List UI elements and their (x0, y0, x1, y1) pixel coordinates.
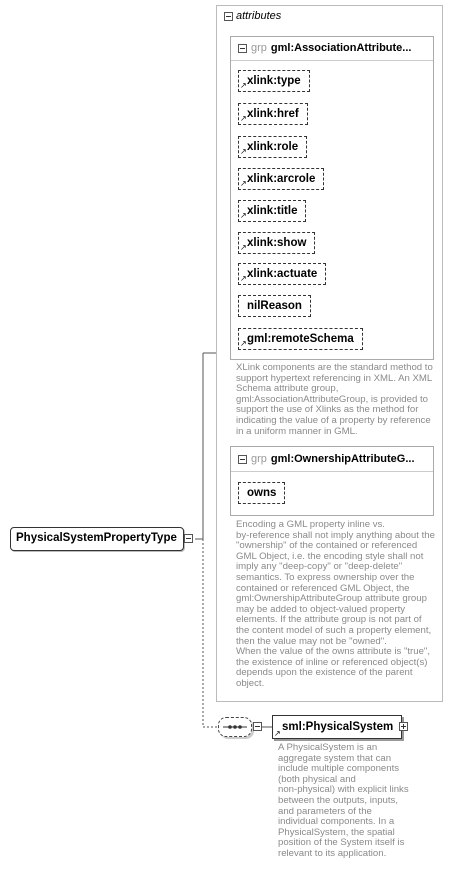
attribute-label: xlink:show (247, 237, 307, 249)
group-name: gml:OwnershipAttributeG... (270, 453, 415, 465)
attribute-label: xlink:arcrole (247, 173, 316, 185)
link-arrow-icon: ↗ (240, 114, 247, 123)
link-arrow-icon: ↗ (274, 729, 281, 738)
attribute-xlink-title[interactable] (238, 200, 306, 222)
sequence-icon (219, 718, 251, 736)
ownership-group-divider (231, 471, 433, 472)
link-arrow-icon: ↗ (240, 339, 247, 348)
association-group-doc: XLink components are the standard method to support hypertext referencing in XML. An XML Schema attribute group, gml:AssociationAttributeGroup, is provided to support the use of Xlinks as the method for indicating the value of a property by reference in a uniform manner in GML. (236, 362, 433, 437)
attribute-owns[interactable] (238, 482, 285, 504)
child-element-box[interactable] (272, 715, 402, 739)
collapse-ownership-group-icon[interactable] (238, 455, 247, 464)
group-prefix: grp (251, 42, 267, 54)
attribute-xlink-arcrole[interactable] (238, 168, 324, 190)
link-arrow-icon: ↗ (240, 211, 247, 220)
attribute-xlink-actuate[interactable] (238, 263, 326, 285)
group-prefix: grp (251, 453, 267, 465)
attribute-label: xlink:actuate (247, 268, 318, 280)
attribute-label: xlink:type (247, 75, 301, 87)
attribute-xlink-href[interactable] (238, 103, 308, 125)
collapse-attributes-icon[interactable] (224, 12, 233, 21)
link-arrow-icon: ↗ (240, 147, 247, 156)
association-group-title[interactable] (251, 42, 411, 54)
attributes-title: attributes (236, 10, 282, 22)
link-arrow-icon: ↗ (240, 179, 247, 188)
attribute-label: owns (247, 487, 277, 499)
collapse-root-icon[interactable] (184, 534, 193, 543)
attribute-label: nilReason (247, 300, 302, 312)
attribute-xlink-type[interactable] (238, 70, 310, 92)
child-element-label: sml:PhysicalSystem (282, 721, 394, 733)
collapse-sequence-icon[interactable] (253, 722, 262, 731)
attribute-gml-remoteschema[interactable] (238, 328, 363, 350)
attribute-label: xlink:href (247, 108, 299, 120)
attribute-xlink-show[interactable] (238, 232, 315, 254)
link-arrow-icon: ↗ (240, 243, 247, 252)
expand-child-icon[interactable] (399, 722, 408, 731)
link-arrow-icon: ↗ (240, 81, 247, 90)
attribute-label: gml:remoteSchema (247, 333, 354, 345)
ownership-group-doc: Encoding a GML property inline vs. by-reference shall not imply anything about the "ownership" of the contained or referenced GML Object, i.e. the encoding style shall not imply any "deep-copy" or "deep-delete" semantics. To express ownership over the contained or referenced GML Object, the gml:OwnershipAttributeGroup attribute group may be added to object-valued property elements. If the attribute group is not part of the content model of such a property element, then the value may not be "owned". When the value of the owns attribute is "true", the existence of inline or referenced object(s) depends upon the existence of the parent object. (236, 519, 435, 689)
association-group-divider (231, 60, 433, 61)
attribute-label: xlink:title (247, 205, 298, 217)
attribute-label: xlink:role (247, 141, 299, 153)
group-name: gml:AssociationAttribute... (270, 42, 412, 54)
attribute-nilreason[interactable] (238, 295, 311, 317)
collapse-association-group-icon[interactable] (238, 44, 247, 53)
link-arrow-icon: ↗ (240, 274, 247, 283)
root-type-box[interactable] (10, 527, 184, 551)
child-element-doc: A PhysicalSystem is an aggregate system that can include multiple components (both physical and non-physical) with explicit links between the outputs, inputs, and parameters of the individual components. In a PhysicalSystem, the spatial position of the System itself is relevant to its application. (278, 742, 409, 859)
sequence-compositor[interactable] (218, 717, 252, 737)
attribute-xlink-role[interactable] (238, 136, 307, 158)
root-type-label: PhysicalSystemPropertyType (16, 532, 177, 544)
ownership-group-title[interactable] (251, 453, 415, 465)
